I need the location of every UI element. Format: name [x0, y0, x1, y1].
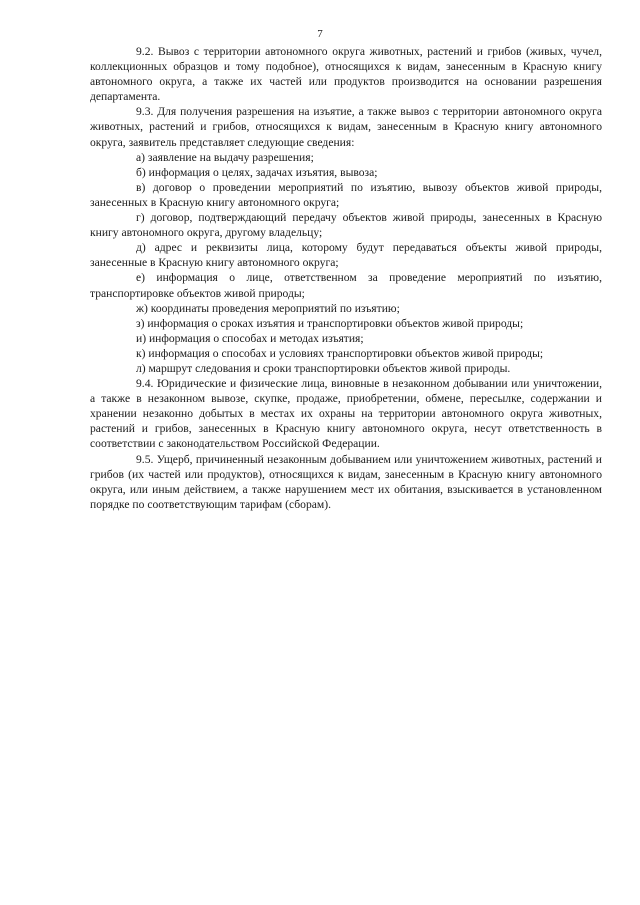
list-item-d: д) адрес и реквизиты лица, которому будут передаваться объекты живой природы, занесенные в Красную книгу автономного округа;: [90, 241, 602, 270]
list-item-e: е) информация о лице, ответственном за проведение мероприятий по изъятию, транспортировке объектов живой природы;: [90, 271, 602, 300]
page-number: 7: [317, 28, 323, 40]
list-item-b: б) информация о целях, задачах изъятия, вывоза;: [136, 165, 378, 179]
paragraph-9-3: 9.3. Для получения разрешения на изъятие, а также вывоз с территории автономного округа животных, растений и грибов, относящихся к видам, занесенным в Красную книгу автономного округа, заявитель представляет следующие сведения:: [90, 105, 602, 149]
document-body: [90, 44, 602, 512]
list-item-k: к) информация о способах и условиях транспортировки объектов живой природы;: [136, 346, 544, 360]
list-item-l: л) маршрут следования и сроки транспортировки объектов живой природы.: [136, 361, 511, 375]
paragraph-9-4: 9.4. Юридические и физические лица, виновные в незаконном добывании или уничтожении, а также в незаконном вывозе, скупке, продаже, приобретении, обмене, пересылке, содержании и хранении незаконно добытых в местах их охраны на территории автономного округа животных, растений и грибов, занесенных в Красную книгу автономного округа, несут ответственность в соответствии с законодательством Российской Федерации.: [90, 377, 602, 451]
paragraph-9-5: 9.5. Ущерб, причиненный незаконным добыванием или уничтожением животных, растений и грибов (их частей или продуктов), относящихся к видам, занесенным в Красную книгу автономного округа, или иным действием, а также нарушением мест их обитания, взыскивается в установленном порядке по соответствующим тарифам (сборам).: [90, 452, 602, 511]
list-item-v: в) договор о проведении мероприятий по изъятию, вывозу объектов живой природы, занесенных в Красную книгу автономного округа;: [90, 180, 602, 209]
list-item-zh: ж) координаты проведения мероприятий по изъятию;: [136, 301, 400, 315]
list-item-i: и) информация о способах и методах изъятия;: [136, 331, 364, 345]
list-item-z: з) информация о сроках изъятия и транспортировки объектов живой природы;: [136, 316, 524, 330]
list-item-a: а) заявление на выдачу разрешения;: [136, 150, 314, 164]
list-item-g: г) договор, подтверждающий передачу объектов живой природы, занесенных в Красную книгу автономного округа, другому владельцу;: [90, 211, 602, 240]
paragraph-9-2: 9.2. Вывоз с территории автономного округа животных, растений и грибов (живых, чучел, коллекционных образцов и тому подобное), относящихся к видам, занесенным в Красную книгу автономного округа, а также их частей или продуктов производится на основании разрешения департамента.: [90, 45, 602, 104]
